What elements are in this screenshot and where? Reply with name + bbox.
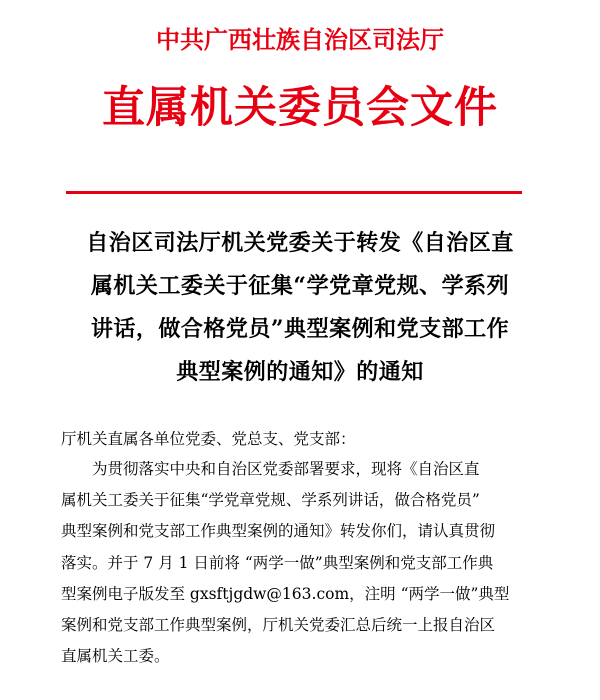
notice-title-line: 自治区司法厅机关党委关于转发《自治区直 <box>86 230 514 256</box>
notice-title-line: 典型案例的通知》的通知 <box>176 359 424 385</box>
body-line: 案例和党支部工作典型案例，厅机关党委汇总后统一上报自治区 <box>61 616 496 635</box>
document-type-heading: 直属机关委员会文件 <box>102 83 498 133</box>
body-paragraph <box>61 454 551 672</box>
body-line: 为贯彻落实中央和自治区党委部署要求，现将《自治区直 <box>92 460 480 478</box>
notice-title <box>60 222 540 394</box>
body-line: 典型案例和党支部工作典型案例的通知》转发你们，请认真贯彻 <box>61 522 496 541</box>
notice-title-line: 讲话，做合格党员”典型案例和党支部工作 <box>90 316 510 342</box>
body-line: 直属机关工委。 <box>61 647 170 666</box>
body-line: 型案例电子版发至 gxsftjgdw@163.com，注明 “两学一做”典型 <box>61 584 510 603</box>
body-line: 属机关工委关于征集“学党章党规、学系列讲话，做合格党员” <box>61 491 480 510</box>
issuing-organization: 中共广西壮族自治区司法厅 <box>156 25 444 54</box>
body-line: 落实。并于 7 月 1 日前将 “两学一做”典型案例和党支部工作典 <box>61 553 494 572</box>
notice-title-line: 属机关工委关于征集“学党章党规、学系列 <box>90 273 510 299</box>
red-divider-line <box>66 191 522 194</box>
salutation: 厅机关直属各单位党委、党总支、党支部： <box>61 430 356 448</box>
